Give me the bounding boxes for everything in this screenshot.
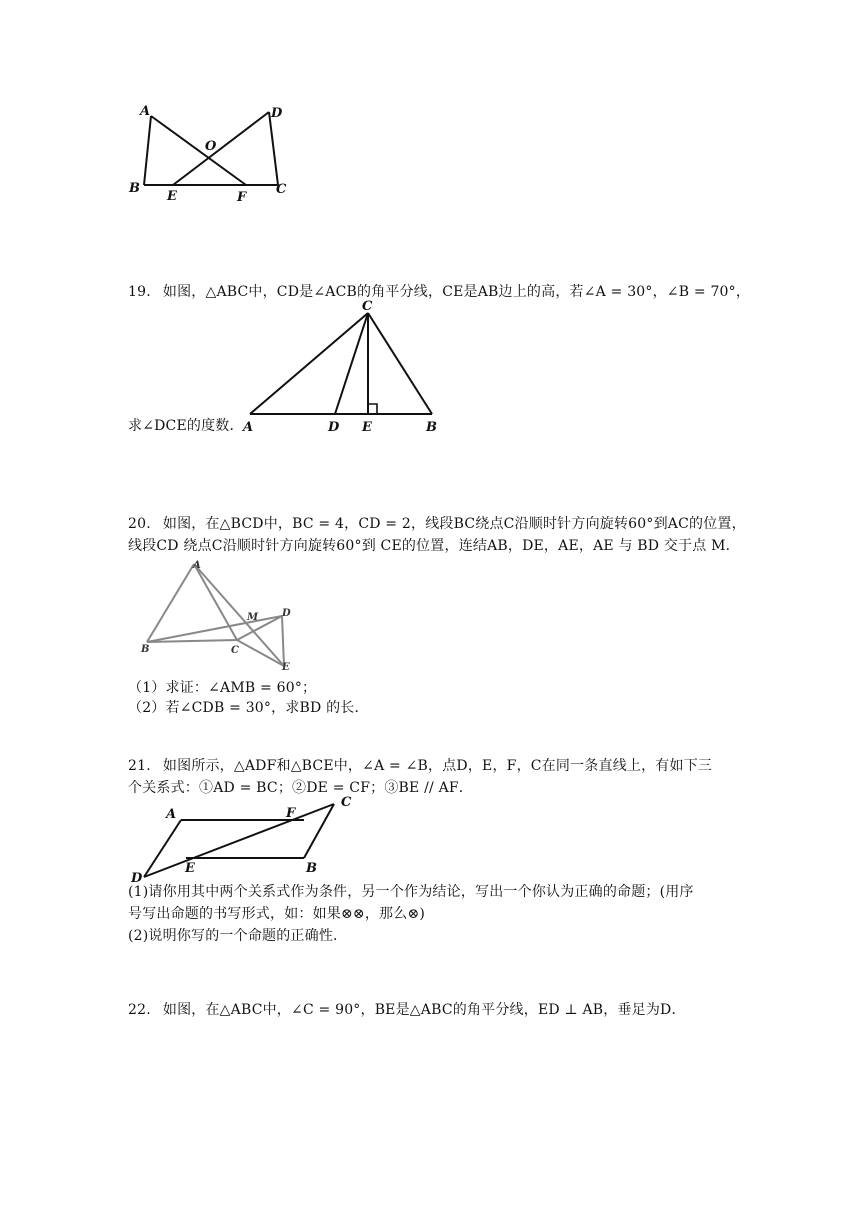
q21-sub1 bbox=[128, 881, 694, 903]
q19-question bbox=[128, 415, 244, 437]
figure-q21 bbox=[126, 790, 366, 884]
figure-q20 bbox=[134, 556, 304, 676]
q20-sub2-text: （2）若∠CDB = 30°，求BD 的长． bbox=[128, 700, 369, 716]
label-e: E bbox=[185, 861, 195, 876]
q21-text2: 个关系式：①AD = BC；②DE = CF；③BE // AF． bbox=[128, 780, 473, 796]
q21-number: 21. bbox=[128, 758, 151, 774]
label-e: E bbox=[282, 662, 290, 673]
q20-text2: 线段CD 绕点C沿顺时针方向旋转60°到 CE的位置，连结AB，DE，AE，AE 与 BD 交于点 M． bbox=[128, 538, 740, 554]
q22-stem bbox=[128, 999, 686, 1021]
q19-text: 如图，△ABC中，CD是∠ACB的角平分线，CE是AB边上的高，若∠A = 30°，∠B = 70°， bbox=[162, 284, 751, 300]
q20-sub2 bbox=[128, 697, 369, 719]
label-d: D bbox=[131, 871, 143, 884]
label-b: B bbox=[426, 420, 437, 435]
label-d: D bbox=[271, 106, 283, 121]
label-m: M bbox=[247, 612, 259, 623]
label-o: O bbox=[205, 139, 217, 154]
label-a: A bbox=[193, 560, 201, 571]
label-d: D bbox=[328, 420, 340, 435]
q21-sub2 bbox=[128, 925, 347, 947]
q21-sub1b bbox=[128, 903, 425, 925]
q20-stem bbox=[128, 513, 746, 535]
q21-stem bbox=[128, 755, 712, 777]
label-b: B bbox=[306, 861, 317, 876]
q22-text: 如图，在△ABC中，∠C = 90°，BE是△ABC的角平分线，ED ⊥ AB，垂足为D． bbox=[162, 1002, 686, 1018]
label-e: E bbox=[362, 420, 372, 435]
label-e: E bbox=[167, 189, 177, 204]
q20-sub1 bbox=[128, 677, 316, 699]
q21-text: 如图所示，△ADF和△BCE中，∠A = ∠B，点D，E，F，C在同一条直线上，有如下三 bbox=[162, 758, 713, 774]
q22-number: 22. bbox=[128, 1002, 151, 1018]
q19-text2: 求∠DCE的度数． bbox=[128, 418, 244, 434]
label-f: F bbox=[286, 806, 296, 821]
q19-number: 19. bbox=[128, 284, 151, 300]
label-f: F bbox=[237, 190, 247, 205]
label-c: C bbox=[231, 645, 239, 656]
q20-sub1-text: （1）求证：∠AMB = 60°； bbox=[128, 680, 317, 696]
label-b: B bbox=[141, 644, 150, 655]
q21-sub1-text: (1)请你用其中两个关系式作为条件，另一个作为结论，写出一个你认为正确的命题；(用序 bbox=[128, 884, 694, 900]
figure-q19 bbox=[240, 296, 450, 438]
label-a: A bbox=[243, 420, 254, 435]
label-c: C bbox=[362, 299, 373, 314]
label-c: C bbox=[341, 795, 352, 810]
q20-number: 20. bbox=[128, 516, 151, 532]
label-d: D bbox=[282, 608, 291, 619]
q20-stem-2 bbox=[128, 535, 740, 557]
label-b: B bbox=[129, 181, 140, 196]
label-c: C bbox=[276, 182, 287, 197]
label-a: A bbox=[166, 807, 177, 822]
q21-sub2-text: (2)说明你写的一个命题的正确性． bbox=[128, 928, 348, 944]
label-a: A bbox=[140, 104, 151, 119]
q21-sub1b-text: 号写出命题的书写形式，如：如果⊗⊗，那么⊗) bbox=[128, 906, 426, 922]
figure-q18 bbox=[126, 98, 296, 208]
q20-text: 如图，在△BCD中，BC = 4，CD = 2，线段BC绕点C沿顺时针方向旋转60°到AC的位置， bbox=[162, 516, 746, 532]
